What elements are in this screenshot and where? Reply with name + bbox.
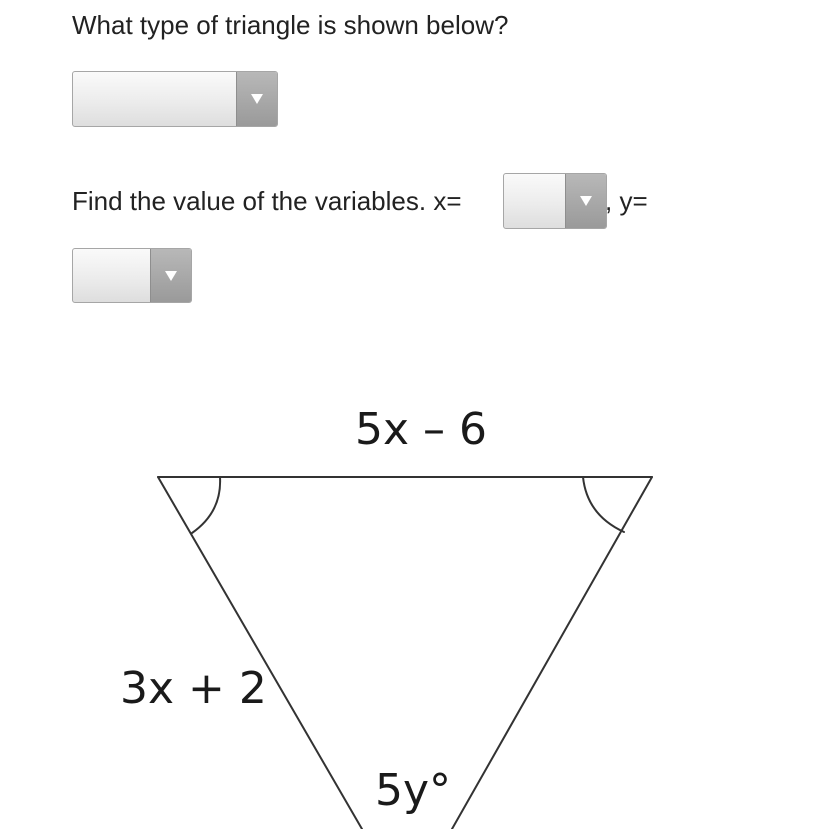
left-side-label: 3x + 2: [120, 663, 267, 714]
triangle-down-icon: [251, 94, 263, 104]
triangle-down-icon: [165, 271, 177, 281]
question-2-y-label: , y=: [605, 186, 648, 216]
triangle-type-dropdown[interactable]: [72, 71, 278, 127]
y-value-dropdown[interactable]: [72, 248, 192, 303]
bottom-angle-label: 5y°: [375, 765, 452, 816]
triangle-left-side: [158, 477, 362, 829]
triangle-right-side: [452, 477, 652, 829]
triangle-figure: [0, 380, 828, 829]
x-value-dropdown[interactable]: [503, 173, 607, 229]
left-angle-arc: [192, 477, 220, 533]
question-1-text: What type of triangle is shown below?: [72, 10, 509, 40]
triangle-down-icon: [580, 196, 592, 206]
dropdown-arrow-button[interactable]: [150, 249, 191, 302]
right-angle-arc: [583, 477, 624, 532]
question-2-prefix: Find the value of the variables. x=: [72, 186, 462, 216]
dropdown-arrow-button[interactable]: [236, 72, 277, 126]
dropdown-arrow-button[interactable]: [565, 174, 606, 228]
top-side-label: 5x – 6: [355, 404, 487, 455]
